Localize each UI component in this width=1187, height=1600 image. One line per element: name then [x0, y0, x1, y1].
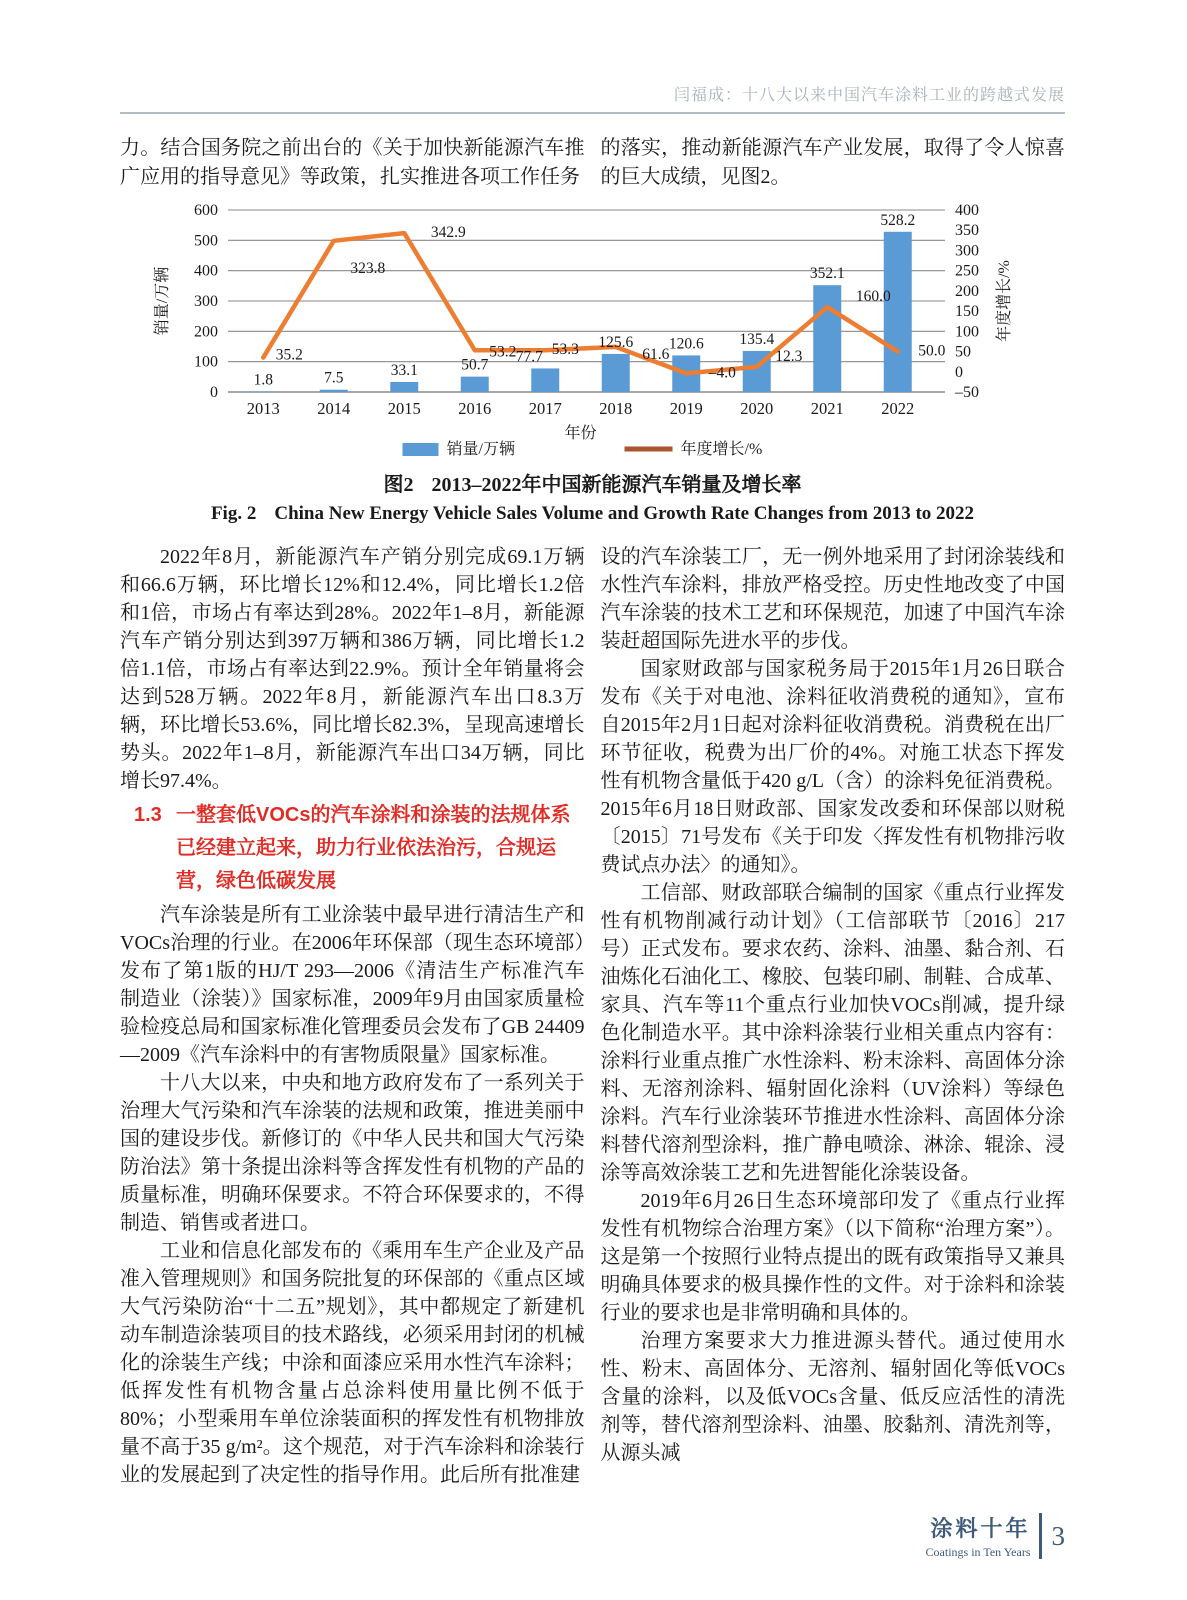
svg-text:50.0: 50.0: [917, 342, 945, 360]
svg-text:53.2: 53.2: [488, 343, 516, 361]
svg-text:350: 350: [954, 222, 979, 240]
page-number: 3: [1051, 1520, 1065, 1551]
svg-text:160.0: 160.0: [855, 288, 891, 306]
svg-text:100: 100: [193, 353, 218, 371]
svg-text:400: 400: [954, 202, 979, 219]
svg-text:61.6: 61.6: [641, 345, 669, 363]
running-header: 闫福成：十八大以来中国汽车涂料工业的跨越式发展: [673, 87, 1065, 104]
footer-divider: [1039, 1513, 1042, 1559]
paragraph: 工业和信息化部发布的《乘用车生产企业及产品准入管理规则》和国务院批复的环保部的《重点区域大气污染防治“十二五”规划》，其中都规定了新建机动车制造涂装项目的技术路线，必须采用封闭的机械化的涂装生产线；中涂和面漆应采用水性汽车涂料；低挥发性有机物含量占总涂料使用量比例不低于80%；小型乘用车单位涂装面积的挥发性有机物排放量不高于35 g/m²。这个规范，对于汽车涂料和涂装行业的发展起到了决定性的指导作用。此后所有批准建: [120, 1240, 585, 1486]
svg-text:323.8: 323.8: [349, 259, 385, 277]
paragraph: 2022年8月，新能源汽车产销分别完成69.1万辆和66.6万辆，环比增长12%和12.4%，同比增长1.2倍和1倍，市场占有率达到28%。2022年1–8月，新能源汽车产销分别达到397万辆和386万辆，同比增长1.2倍1.1倍，市场占有率达到22.9%。预计全年销量将会达到528万辆。2022年8月，新能源汽车出口8.3万辆，环比增长53.6%，同比增长82.3%，呈现高速增长势头。2022年1–8月，新能源汽车出口34万辆，同比增长97.4%。: [120, 546, 585, 792]
paragraph: 治理方案要求大力推进源头替代。通过使用水性、粉末、高固体分、无溶剂、辐射固化等低VOCs含量的涂料，以及低VOCs含量、低反应活性的清洗剂等，替代溶剂型涂料、油墨、胶黏剂、清洗剂等，从源头减: [600, 1330, 1065, 1464]
svg-text:100: 100: [954, 323, 979, 341]
svg-text:7.5: 7.5: [323, 369, 343, 387]
svg-text:528.2: 528.2: [879, 211, 915, 229]
svg-text:342.9: 342.9: [430, 224, 466, 242]
figure-caption-en: [120, 503, 1065, 525]
figure-2: [120, 196, 1065, 525]
svg-text:–4.0: –4.0: [708, 364, 736, 382]
svg-text:2022: 2022: [880, 399, 914, 418]
svg-text:300: 300: [193, 293, 218, 310]
figure-title-en: China New Energy Vehicle Sales Volume and Growth Rate Changes from 2013 to 2022: [274, 503, 975, 524]
svg-text:120.6: 120.6: [668, 335, 704, 353]
svg-text:53.3: 53.3: [551, 341, 579, 359]
svg-text:135.4: 135.4: [738, 330, 774, 348]
svg-text:0: 0: [954, 363, 963, 381]
journal-name-zh: 涂料十年: [930, 1516, 1031, 1541]
right-axis-title: 年度增长/%: [995, 260, 1013, 342]
svg-text:12.3: 12.3: [774, 347, 802, 365]
svg-text:150: 150: [954, 303, 979, 321]
svg-text:77.7: 77.7: [515, 348, 543, 366]
svg-text:300: 300: [954, 242, 979, 260]
svg-text:2015: 2015: [387, 399, 421, 418]
x-axis-title: 年份: [563, 425, 597, 442]
svg-text:352.1: 352.1: [809, 265, 845, 283]
svg-text:2018: 2018: [598, 399, 632, 418]
page-content: [120, 0, 1065, 1489]
svg-text:–50: –50: [954, 384, 979, 401]
svg-text:400: 400: [193, 262, 218, 280]
paragraph: 十八大以来，中央和地方政府发布了一系列关于治理大气污染和汽车涂装的法规和政策，推进美丽中国的建设步伐。新修订的《中华人民共和国大气污染防治法》第十条提出涂料等含挥发性有机物的产品的质量标准，明确环保要求。不符合环保要求的，不得制造、销售或者进口。: [120, 1072, 585, 1234]
svg-text:50: 50: [954, 343, 971, 361]
svg-text:2014: 2014: [316, 399, 350, 418]
paragraph: 工信部、财政部联合编制的国家《重点行业挥发性有机物削减行动计划》（工信部联节〔2016〕217号）正式发布。要求农药、涂料、油墨、黏合剂、石油炼化石油化工、橡胶、包装印刷、制鞋、合成革、家具、汽车等11个重点行业加快VOCs削减，提升绿色化制造水平。其中涂料涂装行业相关重点内容有：涂料行业重点推广水性涂料、粉末涂料、高固体分涂料、无溶剂涂料、辐射固化涂料（UV涂料）等绿色涂料。汽车行业涂装环节推进水性涂料、高固体分涂料替代溶剂型涂料，推广静电喷涂、淋涂、辊涂、浸涂等高效涂装工艺和先进智能化涂装设备。: [600, 882, 1065, 1184]
journal-mark: [926, 1512, 1031, 1560]
legend-line-label: 年度增长/%: [680, 441, 762, 458]
figure-label-en: Fig. 2: [210, 503, 257, 524]
line-series: [263, 233, 898, 373]
intro-right-paragraph: 的落实，推动新能源汽车产业发展，取得了令人惊喜的巨大成绩，见图2。: [600, 137, 1065, 188]
svg-text:500: 500: [193, 232, 218, 250]
left-column: [120, 543, 585, 1489]
svg-text:2017: 2017: [528, 399, 562, 418]
svg-text:2020: 2020: [739, 399, 773, 418]
paragraph: 汽车涂装是所有工业涂装中最早进行清洁生产和VOCs治理的行业。在2006年环保部（现生态环境部）发布了第1版的HJ/T 293—2006《清洁生产标准汽车制造业（涂装）》国家标准，2009年9月由国家质量检验检疫总局和国家标准化管理委员会发布了GB 24409—2009《汽车涂料中的有害物质限量》国家标准。: [120, 904, 585, 1066]
left-axis-title: 销量/万辆: [153, 266, 171, 336]
svg-text:600: 600: [193, 202, 218, 219]
page-footer: [926, 1512, 1065, 1560]
paragraph: 2019年6月26日生态环境部印发了《重点行业挥发性有机物综合治理方案》（以下简称“治理方案”）。这是第一个按照行业特点提出的既有政策指导又兼具明确具体要求的极具操作性的文件。对于涂料和涂装行业的要求也是非常明确和具体的。: [600, 1190, 1065, 1324]
svg-text:33.1: 33.1: [390, 361, 418, 379]
figure-caption-zh: [120, 468, 1065, 497]
svg-text:35.2: 35.2: [275, 346, 303, 364]
svg-text:50.7: 50.7: [460, 356, 488, 374]
legend-bar-label: 销量/万辆: [446, 441, 515, 458]
journal-name-en: Coatings in Ten Years: [925, 1545, 1031, 1559]
bar-series: [249, 232, 912, 392]
sales-growth-chart: [143, 196, 1043, 468]
figure-label-zh: 图2: [383, 474, 414, 496]
svg-text:125.6: 125.6: [597, 333, 633, 351]
svg-text:2021: 2021: [810, 399, 844, 418]
figure-title-zh: 2013–2022年中国新能源汽车销量及增长率: [431, 474, 802, 496]
intro-left-paragraph: 力。结合国务院之前出台的《关于加快新能源汽车推广应用的指导意见》等政策，扎实推进各项工作任务: [120, 137, 585, 188]
body-columns: [120, 543, 1065, 1489]
svg-text:0: 0: [209, 384, 218, 401]
paragraph: 国家财政部与国家税务局于2015年1月26日联合发布《关于对电池、涂料征收消费税的通知》，宣布自2015年2月1日起对涂料征收消费税。消费税在出厂环节征收，税费为出厂价的4%。对施工状态下挥发性有机物含量低于420 g/L（含）的涂料免征消费税。2015年6月18日财政部、国家发改委和环保部以财税〔2015〕71号发布《关于印发〈挥发性有机物排污收费试点办法〉的通知》。: [600, 658, 1065, 876]
svg-text:2019: 2019: [669, 399, 703, 418]
svg-text:200: 200: [954, 282, 979, 300]
section-title: 一整套低VOCs的汽车涂料和涂装的法规体系已经建立起来，助力行业依法治污，合规运营，绿色低碳发展: [176, 804, 571, 892]
svg-text:200: 200: [193, 323, 218, 341]
intro-columns: [120, 134, 1065, 192]
section-number: 1.3: [134, 804, 162, 826]
paragraph: 设的汽车涂装工厂，无一例外地采用了封闭涂装线和水性汽车涂料，排放严格受控。历史性地改变了中国汽车涂装的技术工艺和环保规范，加速了中国汽车涂装赶超国际先进水平的步伐。: [600, 546, 1065, 652]
svg-text:2016: 2016: [457, 399, 491, 418]
header-rule: [120, 112, 1065, 114]
legend-bar-swatch: [402, 443, 438, 456]
svg-text:2013: 2013: [246, 399, 280, 418]
svg-text:250: 250: [954, 262, 979, 280]
svg-text:1.8: 1.8: [253, 371, 273, 389]
right-column: [601, 543, 1066, 1489]
section-heading-1-3: [120, 799, 585, 898]
